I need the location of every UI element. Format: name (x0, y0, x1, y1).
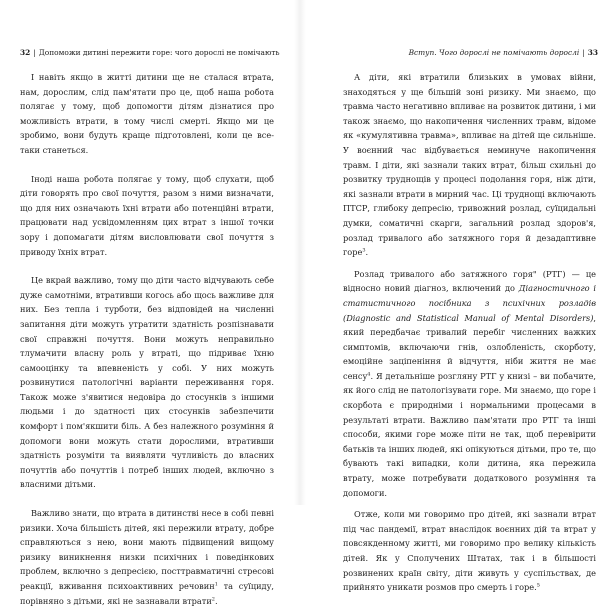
header-separator: | (582, 48, 585, 57)
footnote-ref: 1 (214, 581, 218, 588)
running-title: Вступ. Чого дорослі не помічають дорослі (408, 48, 580, 57)
footnote-ref: 3 (362, 247, 366, 254)
paragraph-text: . Я детальніше розгляну РТГ у книзі – ви побачите, як його слід не патологізувати горе. Ми знаємо, що горе і скорбота є природніми і нормальними процесами в результаті втрати. Важливо пам'ятати про РТГ та інші способи, якими горе може піти не так, щоб перевірити батьків та інших людей, які опікуються дітьми, про те, що бувають такі випадки, коли дитина, яка пережила втрату, може потребувати додаткового розуміння та допомоги. (343, 370, 596, 498)
paragraph-text: А діти, які втратили близьких в умовах війни, знаходяться у ще більшій зоні ризику. Ми знаємо, що травма часто негативно впливає на розвиток дитини, і ми також знаємо, що накопичення численних травм, відоме як «кумулятивна травма», впливає на дітей ще сильніше. У воєнний час відбувається неминуче накопичення травм. І діти, які зазнали таких втрат, більш схильні до розвитку труднощів у процесі подолання горя, ніж діти, які зазнали втрати в мирний час. Ці труднощі включають ПТСР, глибоку депресію, тривожний розлад, суїцидальні думки, соматичні скарги, загальний розлад здоров'я, розлад тривалого або затяжного горя й дезадаптивне горе (343, 72, 596, 258)
paragraph: Це вкрай важливо, тому що діти часто відчувають себе дуже самотніми, втративши когось або щось важливе для них. Без тепла і турботи, без відповідей на численні запитання діти можуть утратити здатність розпізнавати свої справжні почуття. Вони можуть неправильно тлумачити власну роль у втраті, що підриває їхню самооцінку та впевненість у собі. У них можуть розвинутися патологічні варіанти переживання горя. Також може з'явитися недовіра до стосунків з іншими людьми і до здатності цих стосунків забезпечити комфорт і пом'якшити біль. А без належного розуміння й допомоги вони можуть стати дорослими, втративши здатність розуміти та виявляти чутливість до власних почуттів або почуттів і потреб інших людей, включно з власними дітьми. (20, 275, 274, 490)
footnote-ref: 5 (536, 582, 540, 589)
paragraph-text: Розлад тривалого або затяжного горя" (РТГ) (354, 268, 566, 279)
left-page-header (20, 47, 280, 59)
paragraph-text: , який передбачає тривалий перебіг численних важких симптомів, включаючи гнів, озлобленість, скорботу, емоційне заціпеніння й відчуття, ніби життя не має сенсу (343, 312, 596, 381)
paragraph (343, 267, 596, 501)
paragraph-text: та суїциду, порівняно з дітьми, які не зазнавали втрати (20, 581, 274, 606)
paragraph (343, 507, 596, 595)
left-page (0, 0, 280, 606)
right-page (323, 0, 598, 593)
book-gutter (294, 0, 306, 505)
footnote-ref: 4 (367, 371, 371, 378)
paragraph: І навіть якщо в житті дитини ще не сталася втрата, нам, дорослим, слід пам'ятати про це, щоб наша робота полягає у тому, щоб допомогти дітям дізнатися про можливість втрати, в тому числі смерті. Якщо ми це зробимо, вони будуть краще підготовлені, коли це все-таки станеться. (20, 72, 274, 155)
manual-title: Діагностичного і статистичного посібника з психічних розладів (Diagnostic and Statistical Manual of Mental Disorders) (343, 283, 596, 323)
paragraph-text: Важливо знати, що втрата в дитинстві несе в собі певні ризики. Хоча більшість дітей, які пережили втрату, добре справляються з нею, вони мають підвищений вищому ризику виникнення низки психічних і поведінкових проблем, включно з депресією, посттравматичні стресові реакції, вживання психоактивних речовин (20, 508, 274, 591)
page-number: 33 (587, 48, 598, 57)
running-title: Допоможи дитині пережити горе: чого дорослі не помічають (38, 48, 280, 57)
header-separator: | (33, 48, 36, 57)
paragraph: Важливо знати, що втрата в дитинстві несе в собі певні ризики. Хоча більшість дітей, які пережили втрату, добре справляються з нею, вони мають підвищений вищому ризику виникнення низки психічних і поведінкових проблем, включно з депресією, посттравматичні стресові реакції, вживання психоактивних речовин$^1$ та суїциду, порівняно з дітьми, які не зазнавали втрати$^2$. (20, 508, 274, 606)
footnote-ref: 2 (211, 595, 215, 602)
paragraph-text: — це відносно новий діагноз, включений до (343, 268, 596, 294)
paragraph-text: Отже, коли ми говоримо про дітей, які зазнали втрат під час пандемії, втрат внаслідок воєнних дій та втрат у повсякденному житті, ми говоримо про велику кількість дітей. Як у Сполучених Штатах, так і в більшості розвинених країн світу, діти живуть у суспільствах, де прийнято уникати розмов про смерть і горе. (343, 509, 596, 593)
left-page-body (20, 70, 274, 608)
paragraph: А діти, які втратили близьких в умовах війни, знаходяться у ще більшій зоні ризику. Ми знаємо, що травма часто негативно впливає на розвиток дитини, і ми також знаємо, що накопичення численних травм, відоме як «кумулятивна травма», впливає на дітей ще сильніше. У воєнний час відбувається неминуче накопичення травм. І діти, які зазнали таких втрат, більш схильні до розвитку труднощів у процесі подолання горя, ніж діти, які зазнали втрати в мирний час. Ці труднощі включають ПТСР, глибоку депресію, тривожний розлад, суїцидальні думки, соматичні скарги, загальний розлад здоров'я, розлад тривалого або затяжного горя й дезадаптивне горе$^3$. (343, 72, 596, 258)
right-page-header (409, 47, 598, 59)
paragraph: Іноді наша робота полягає у тому, щоб слухати, щоб діти говорять про свої почуття, разом з ними визначати, що для них означають їхні втрати або потенційні втрати, працювати над усвідомленням цих втрат з іншої точки зору і допомагати дітям висловлювати свої почуття з приводу їхніх втрат. (20, 173, 274, 257)
page-number: 32 (20, 48, 31, 57)
right-page-body (343, 70, 596, 595)
